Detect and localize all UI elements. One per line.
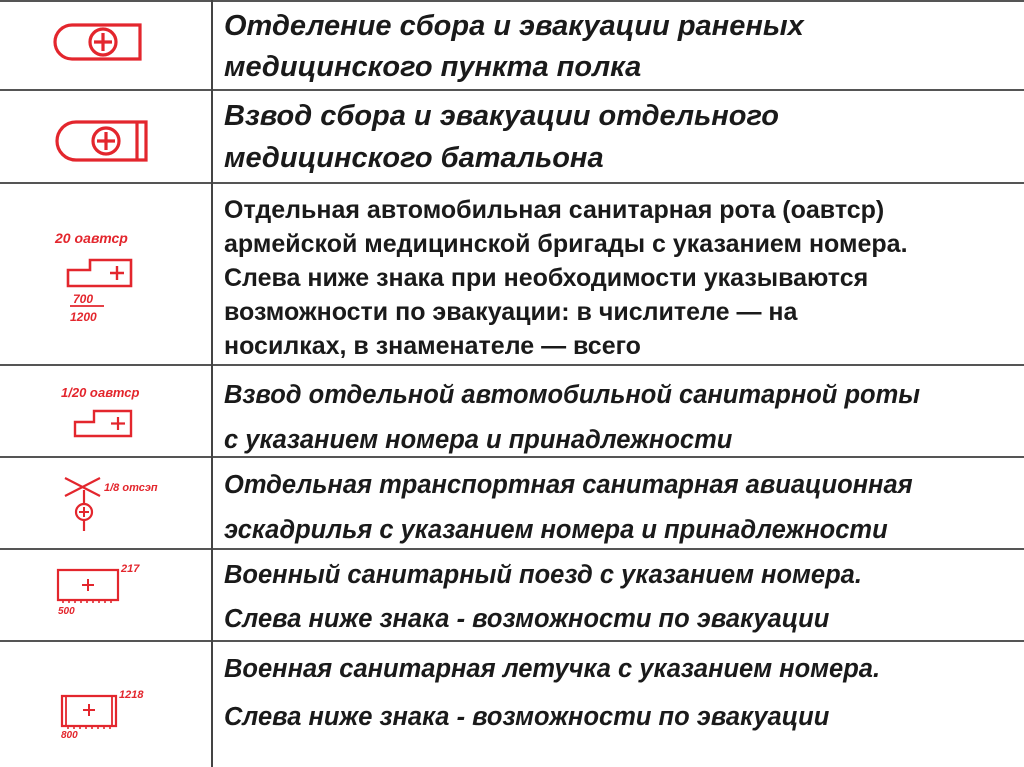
description-line: Слева ниже знака при необходимости указываются (224, 264, 869, 292)
table-row (0, 548, 1024, 640)
unit-label: 1/20 оавтср (61, 385, 140, 400)
medical-flying-unit-symbol-icon (0, 640, 211, 767)
evacuation-platoon-symbol-icon (0, 89, 211, 182)
description-line: Слева ниже знака - возможности по эвакуации (224, 605, 830, 633)
ambulance-platoon-symbol-icon (0, 364, 211, 456)
description-line: носилках, в знаменателе — всего (224, 332, 641, 360)
description-line: Слева ниже знака - возможности по эвакуации (224, 703, 830, 731)
unit-number: 1218 (119, 689, 144, 701)
symbol-cell (0, 89, 211, 182)
description-line: Взвод сбора и эвакуации отдельного (224, 100, 779, 132)
table-row (0, 456, 1024, 548)
row-description (224, 6, 1010, 88)
symbol-cell (0, 182, 211, 364)
symbol-cell (0, 548, 211, 640)
row-description (224, 463, 1010, 553)
description-line: Отделение сбора и эвакуации раненых (224, 10, 804, 42)
capacity-numerator: 700 (73, 292, 94, 306)
row-description (224, 553, 1010, 641)
evacuation-capacity: 500 (58, 606, 75, 617)
table-row (0, 89, 1024, 182)
row-description (224, 95, 1010, 179)
description-line: медицинского пункта полка (224, 51, 642, 83)
description-line: медицинского батальона (224, 142, 604, 174)
symbol-cell (0, 456, 211, 548)
row-description (224, 645, 1010, 741)
symbol-cell (0, 364, 211, 456)
description-line: эскадрилья с указанием номера и принадлежности (224, 516, 888, 544)
description-line: Взвод отдельной автомобильной санитарной роты (224, 381, 921, 409)
row-description (224, 373, 1010, 463)
description-line: армейской медицинской бригады с указанием номера. (224, 230, 908, 258)
table-row (0, 640, 1024, 767)
description-line: Военный санитарный поезд с указанием номера. (224, 561, 862, 589)
description-line: Отдельная автомобильная санитарная рота (оавтср) (224, 196, 885, 224)
symbol-cell (0, 640, 211, 767)
table-row (0, 0, 1024, 89)
medical-train-symbol-icon (0, 548, 211, 640)
symbol-cell (0, 0, 211, 89)
description-line: Отдельная транспортная санитарная авиационная (224, 471, 913, 499)
table-row (0, 364, 1024, 456)
description-line: возможности по эвакуации: в числителе — на (224, 298, 798, 326)
train-number: 217 (121, 563, 140, 575)
description-line: Военная санитарная летучка с указанием номера. (224, 655, 881, 683)
capacity-denominator: 1200 (70, 310, 97, 324)
unit-label: 20 оавтср (55, 230, 128, 246)
table-row (0, 182, 1024, 364)
evacuation-section-symbol-icon (0, 0, 211, 89)
unit-label: 1/8 отсэп (104, 482, 158, 494)
air-ambulance-squadron-symbol-icon (0, 456, 211, 548)
evacuation-capacity: 800 (61, 730, 78, 741)
ambulance-company-symbol-icon (0, 182, 211, 364)
row-description (224, 193, 1010, 363)
description-line: с указанием номера и принадлежности (224, 426, 733, 454)
